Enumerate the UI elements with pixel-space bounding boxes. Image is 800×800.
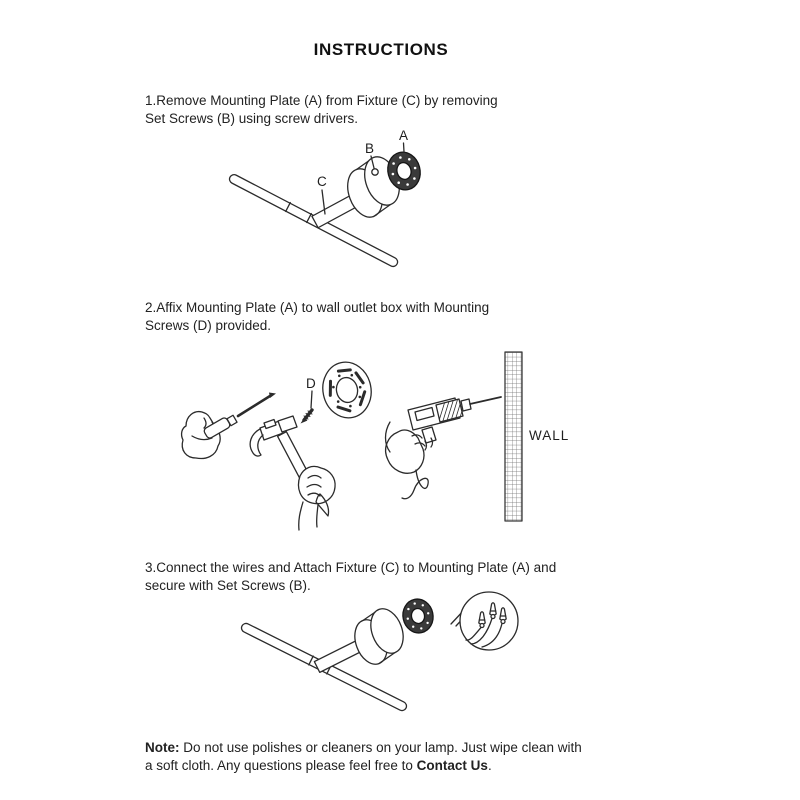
mounting-plate-illustration <box>400 596 436 635</box>
hand-with-hammer <box>250 416 335 530</box>
step-1-line-2: Set Screws (B) using screw drivers. <box>145 111 359 126</box>
canopy-drum <box>349 604 409 668</box>
step-2-line-1: 2.Affix Mounting Plate (A) to wall outlet box with Mounting <box>145 300 490 315</box>
hand-with-screwdriver <box>182 393 276 459</box>
wall-illustration <box>505 352 522 521</box>
note-line-1 <box>145 739 665 757</box>
step-1-line-1: 1.Remove Mounting Plate (A) from Fixture (C) by removing <box>145 93 498 108</box>
mounting-screw-illustration <box>301 391 313 424</box>
note-label: Note: <box>145 740 180 755</box>
note-line-1-text: Do not use polishes or cleaners on your lamp. Just wipe clean with <box>179 740 582 755</box>
note-line-2-end: . <box>487 758 492 773</box>
step-3-line-2: secure with Set Screws (B). <box>145 578 311 593</box>
wiring-detail-circle <box>460 592 518 650</box>
step-2-diagram <box>160 348 640 544</box>
set-screw-dot <box>372 169 378 175</box>
step-3-diagram <box>225 586 537 728</box>
label-mounting-plate-a: A <box>399 128 409 143</box>
step-1-diagram <box>215 122 495 294</box>
step-2-line-2: Screws (D) provided. <box>145 318 272 333</box>
label-mounting-screw-d: D <box>306 376 316 391</box>
step-2-text <box>145 299 665 335</box>
label-set-screw-b: B <box>365 141 375 156</box>
step-3-line-1: 3.Connect the wires and Attach Fixture (C) to Mounting Plate (A) and <box>145 560 557 575</box>
contact-us-text: Contact Us <box>416 758 488 773</box>
page-title: INSTRUCTIONS <box>313 40 449 59</box>
label-fixture-c: C <box>317 174 327 189</box>
note-line-2-text: a soft cloth. Any questions please feel free to <box>145 758 417 773</box>
care-note <box>145 739 665 775</box>
mounting-plate-large-illustration <box>318 358 377 423</box>
hand-with-drill <box>386 397 502 499</box>
label-wall: WALL <box>529 428 570 443</box>
note-line-2 <box>145 757 665 775</box>
